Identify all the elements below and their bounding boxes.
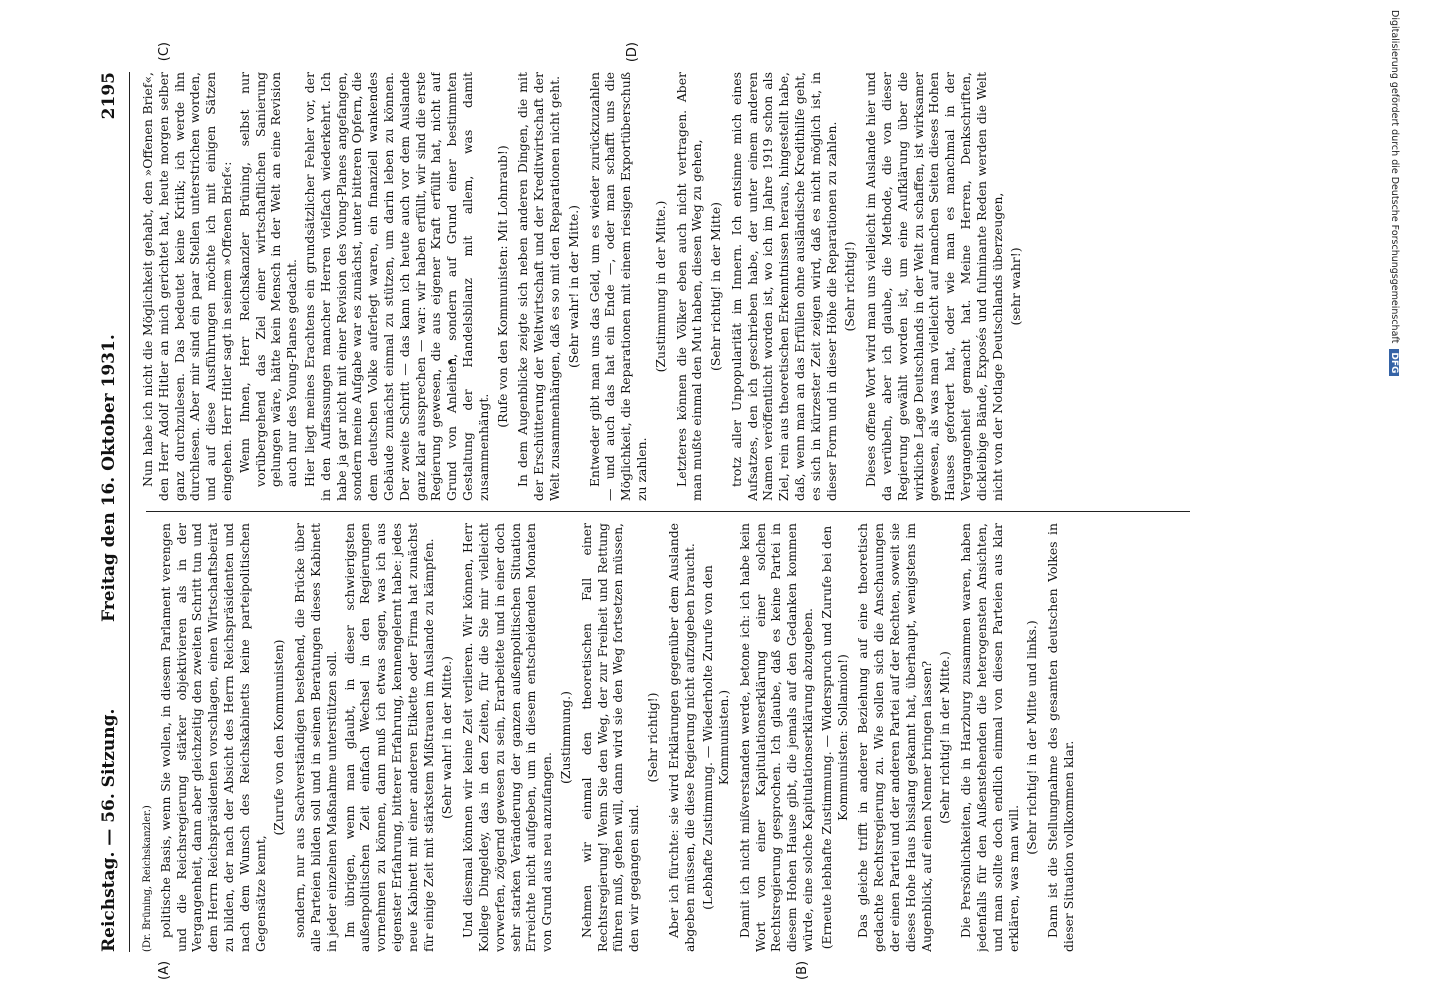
interjection: (Sehr richtig! in der Mitte.) [937, 651, 953, 824]
interjection: (Zustimmung.) [557, 691, 573, 784]
paragraph: Dann ist die Stellungnahme des gesamten deutschen Volkes in dieser Situation vollkommen klar. [1045, 523, 1077, 952]
interjection: (Sehr wahr! in der Mitte.) [565, 204, 581, 369]
paragraph: Aber ich fürchte: sie wird Erklärungen gegenüber dem Auslande abgeben müssen, die diese Regierung nicht aufzugeben braucht. [665, 523, 697, 952]
interjection: (Rufe von den Kommunisten: Mit Lohnraub!) [494, 145, 510, 428]
paragraph: Hier liegt meines Erachtens ein grundsätzlicher Fehler vor, der in den Auffassungen mancher Herren vielfach wiederkehrt. Ich habe ja gar nicht mit einer Revision des Young-Planes angefangen, sondern meine Aufgabe war es zunächst, unter bitteren Opfern, die dem deutschen Volke auferlegt waren, ein finanziell wankendes Gebäude zunächst einmal zu stützen, um darin leben zu können. Der zweite Schritt — das kann ich heute auch vor dem Auslande ganz klar aussprechen — war: wir haben erfüllt, wir sind die erste Regierung gewesen, die aus eigener Kraft erfüllt hat, nicht auf Grund von Anleihen, sondern auf Grund einer bestimmten Gestaltung der Handelsbilanz mit allem, was damit zusammenhängt. [301, 72, 491, 501]
interjection: (sehr wahr!) [1008, 247, 1024, 326]
paragraph: In dem Augenblicke zeigte sich neben anderen Dingen, die mit der Erschütterung der Weltwirtschaft und der Kreditwirtschaft der Welt zusammenhängen, daß es so mit den Reparationen nicht geht. [515, 72, 562, 501]
interjection: (Sehr richtig!) [842, 241, 858, 332]
paragraph: Die Persönlichkeiten, die in Harzburg zusammen waren, haben jedenfalls für den Außenstehenden die heterogensten Ansichten, und man sollte doch endlich einmal von diesen Parteien aus klar erklären, was man will. [958, 523, 1021, 952]
margin-mark-b: (B) [795, 960, 810, 980]
column-divider [146, 511, 1190, 512]
paragraph: Dieses offene Wort wird man uns vielleicht im Auslande hier und da verübeln, aber ich glaube, die Methode, die von dieser Regierung gewählt worden ist, um eine Aufklärung über die wirkliche Lage Deutschlands in der Welt zu schaffen, ist wirksamer gewesen, als was man vielleicht auf manchen Seiten dieses Hohen Hauses gefordert hat, oder wie man es manchmal in der Vergangenheit gemacht hat. Meine Herren, Denkschriften, dickleibige Bände, Exposés und fulminante Reden werden die Welt nicht von der Notlage Deutschlands überzeugen, [863, 72, 1005, 501]
paragraph: Letzteres können die Völker eben auch nicht vertragen. Aber man mußte einmal den Mut haben, diesen Weg zu gehen, [673, 72, 705, 501]
paragraph: Entweder gibt man uns das Geld, um es wieder zurückzuzahlen — und auch das hat ein Ende —, oder man schafft uns die Möglichkeit, die Reparationen mit einem riesigen Exportüberschuß zu zahlen. [586, 72, 649, 501]
margin-mark-a: (A) [157, 960, 172, 980]
paragraph: Und diesmal können wir keine Zeit verlieren. Wir können, Herr Kollege Dingeldey, das in den Zeiten, für die Sie mir vielleicht vorwerfen, zögernd gewesen zu sein, Erarbeitete und in einer doch sehr starken Veränderung der ganzen außenpolitischen Situation Erreichte nicht aufgeben, um in diesem entscheidenden Monaten von Grund aus neu anzufangen. [460, 523, 555, 952]
quoted-passage: Wenn Ihnen, Herr Reichskanzler Brüning, selbst nur vorübergehend das Ziel einer wirtschaftlichen Sanierung gelungen wäre, hätte kein Mensch in der Welt an eine Revision auch nur des Young-Planes gedacht. [236, 72, 300, 487]
interjection: (Zustimmung in der Mitte.) [652, 200, 668, 373]
paragraph: Nun habe ich nicht die Möglichkeit gehabt, den »Offenen Brief«, den Herr Adolf Hitler an mich gerichtet hat, heute morgen selber ganz durchzulesen. Das bedeutet keine Kritik; ich werde ihn durchlesen. Aber mir sind ein paar Stellen unterstrichen worden, und auf diese Ausführungen möchte ich mit einigen Sätzen eingehen. Herr Hitler sagt in seinem »Offenen Brief«: [140, 72, 234, 501]
rotated-sheet [95, 42, 1215, 980]
interjection: (Zurufe von den Kommunisten) [271, 639, 287, 836]
paragraph: Im übrigen, wenn man glaubt, in dieser schwierigsten außenpolitischen Zeit einfach Wechsel in den Regierungen vornehmen zu können, dann muß ich etwas sagen, was ich aus eigenster Erfahrung, bitterer Erfahrung, kennengelernt habe: jedes neue Kabinett mit einer anderen Etikette oder Firma hat zunächst für einige Zeit mit stärkstem Mißtrauen im Auslande zu kämpfen. [341, 523, 436, 952]
paragraph: trotz aller Unpopularität im Innern. Ich entsinne mich eines Aufsatzes, den ich geschrieben habe, der unter einem anderen Namen veröffentlicht worden ist, wo ich im Jahre 1919 schon als Ziel, rein aus theoretischen Erkenntnissen heraus, hingestellt habe, daß, wenn man an das Erfüllen ohne ausländische Kredithilfe geht, es sich in kürzester Zeit zeigen wird, daß es nicht möglich ist, in dieser Form und in dieser Höhe die Reparationen zu zahlen. [728, 72, 839, 501]
interjection: (Lebhafte Zustimmung. — Wiederholte Zurufe von den Kommunisten.) [700, 565, 732, 910]
paragraph: Das gleiche trifft in anderer Beziehung auf eine theoretisch gedachte Rechtsregierung zu. Wie sollen sich die Anschauungen der einen Partei und der anderen Partei auf der Rechten, soweit sie dieses Hohe Haus bisslang gekannt hat, überhaupt, wenigstens im Augenblick, auf einen Nenner bringen lassen? [855, 523, 934, 952]
paragraph: sondern, nur aus Sachverständigen bestehend, die Brücke über alle Parteien bilden soll und in seinen Beratungen dieses Kabinett in jeder einzelnen Maßnahme unterstützen soll. [292, 523, 339, 952]
header-date: Freitag den 16. Oktober 1931. [99, 334, 119, 622]
margin-mark-c: (C) [157, 42, 172, 62]
right-column [140, 72, 1190, 501]
interjection: (Sehr richtig!) [644, 692, 660, 783]
dfg-logo: DFG [1389, 349, 1399, 376]
page-number: 2195 [99, 72, 119, 120]
paragraph: Damit ich nicht mißverstanden werde, betone ich: ich habe kein Wort von einer Kapitulationserklärung einer solchen Rechtsregierung gesprochen. Ich glaube, daß es keine Partei in diesem Hohen Hause gibt, die jemals auf den Gedanken kommen würde, eine solche Kapitulationserklärung abzugeben. [736, 523, 816, 952]
margin-mark-d: (D) [625, 42, 640, 63]
paragraph: Nehmen wir einmal den theoretischen Fall einer Rechtsregierung! Wenn Sie den Weg, der zur Freiheit und Rettung führen muß, gehen will, dann wird sie den Weg fortsetzen müssen, den wir gegangen sind. [578, 523, 642, 952]
interjection: (Erneute lebhafte Zustimmung. — Widerspruch und Zurufe bei den Kommunisten: Sollamion!) [818, 525, 850, 950]
paragraph: politische Basis, wenn Sie wollen, in diesem Parlament verengen und die Reichsregierung stärker objektivieren als in der Vergangenheit, dann aber gleichzeitig den zweiten Schritt tun und dem Herrn Reichspräsidenten vorschlagen, einen Wirtschaftsbeirat zu bilden, der nach der Absicht des Herrn Reichspräsidenten und nach dem Wunsch des Reichskabinetts keine parteipolitischen Gegensätze kennt, [157, 523, 268, 952]
interjection: (Sehr wahr! in der Mitte.) [439, 655, 455, 820]
credit-text: Digitalisierung gefördert durch die Deutsche Forschungsgemeinschaft [1389, 10, 1400, 344]
interjection: (Sehr richtig! in der Mitte) [708, 202, 724, 371]
left-column [140, 523, 1190, 952]
digitization-credit [1366, 10, 1400, 1000]
interjection: (Sehr richtig! in der Mitte und links.) [1024, 620, 1040, 855]
header-left: Reichstag. — 56. Sitzung. [99, 708, 119, 952]
speaker-label: (Dr. Brüning, Reichskanzler.) [142, 805, 153, 952]
two-column-body [140, 72, 1190, 952]
running-header [95, 72, 130, 952]
